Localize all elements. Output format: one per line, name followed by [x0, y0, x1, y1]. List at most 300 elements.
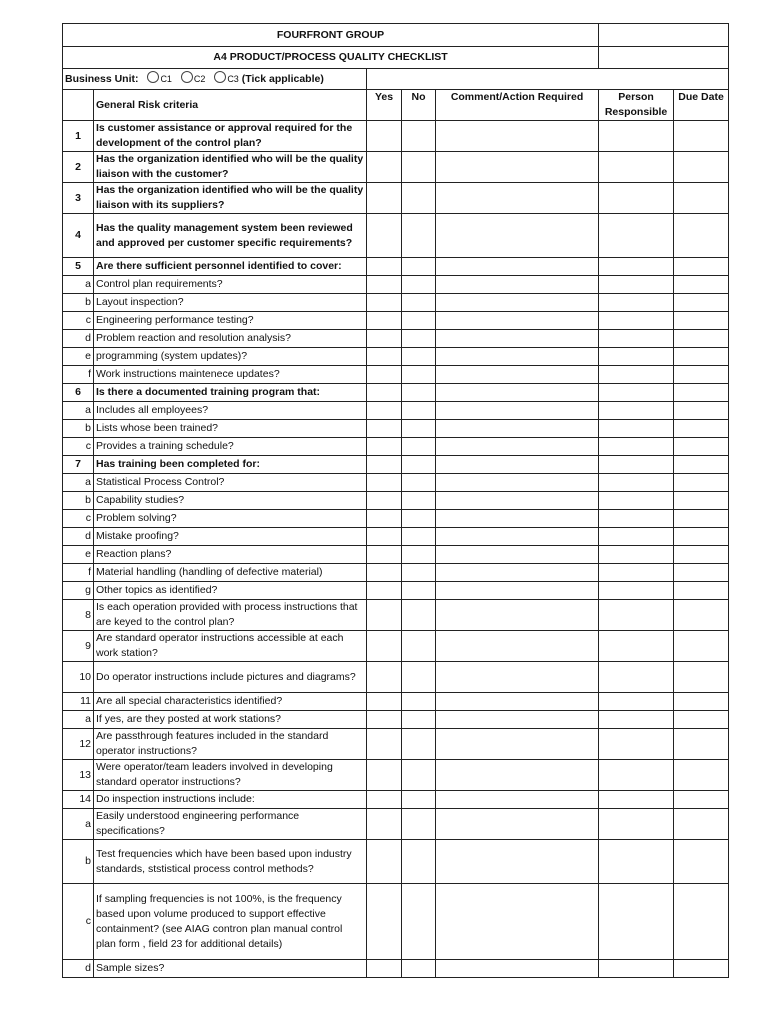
checklist-row [63, 420, 729, 438]
yes-cell[interactable] [367, 582, 402, 600]
header-criteria: General Risk criteria [94, 90, 367, 121]
due-date-cell[interactable] [674, 711, 729, 729]
due-date-cell[interactable] [674, 152, 729, 183]
checklist-row [63, 276, 729, 294]
checklist-row [63, 884, 729, 960]
person-cell[interactable] [599, 276, 674, 294]
person-cell[interactable] [599, 711, 674, 729]
criteria-text: Lists whose been trained? [94, 420, 367, 438]
checklist-row [63, 438, 729, 456]
comment-cell[interactable] [436, 564, 599, 582]
no-cell[interactable] [402, 582, 436, 600]
checklist-row [63, 152, 729, 183]
yes-cell[interactable] [367, 402, 402, 420]
person-cell[interactable] [599, 582, 674, 600]
due-date-cell[interactable] [674, 366, 729, 384]
person-cell[interactable] [599, 729, 674, 760]
yes-cell[interactable] [367, 348, 402, 366]
checklist-row [63, 183, 729, 214]
person-cell[interactable] [599, 456, 674, 474]
person-cell[interactable] [599, 760, 674, 791]
due-date-cell[interactable] [674, 492, 729, 510]
document-subtitle: A4 PRODUCT/PROCESS QUALITY CHECKLIST [63, 47, 599, 69]
person-cell[interactable] [599, 214, 674, 258]
criteria-text: Easily understood engineering performance specifications? [94, 809, 367, 840]
person-cell[interactable] [599, 438, 674, 456]
yes-cell[interactable] [367, 294, 402, 312]
due-date-cell[interactable] [674, 438, 729, 456]
yes-cell[interactable] [367, 214, 402, 258]
yes-cell[interactable] [367, 384, 402, 402]
criteria-text: programming (system updates)? [94, 348, 367, 366]
row-number: 1 [63, 121, 94, 152]
header-blank-2 [599, 47, 729, 69]
person-cell[interactable] [599, 693, 674, 711]
due-date-cell[interactable] [674, 258, 729, 276]
checklist-row [63, 960, 729, 978]
due-date-cell[interactable] [674, 294, 729, 312]
checklist-row [63, 631, 729, 662]
yes-cell[interactable] [367, 564, 402, 582]
due-date-cell[interactable] [674, 960, 729, 978]
person-cell[interactable] [599, 402, 674, 420]
due-date-cell[interactable] [674, 564, 729, 582]
row-number: 12 [63, 729, 94, 760]
criteria-text: Has the quality management system been reviewed and approved per customer specific requirements? [94, 214, 367, 258]
yes-cell[interactable] [367, 528, 402, 546]
no-cell[interactable] [402, 791, 436, 809]
criteria-text: If sampling frequencies is not 100%, is the frequency based upon volume produced to support effective containment? (see AIAG contron plan manual control plan form , field 23 for additional details) [94, 884, 367, 960]
comment-cell[interactable] [436, 258, 599, 276]
checklist-row [63, 474, 729, 492]
criteria-text: Is each operation provided with process instructions that are keyed to the control plan? [94, 600, 367, 631]
row-number: 3 [63, 183, 94, 214]
checklist-row [63, 693, 729, 711]
comment-cell[interactable] [436, 348, 599, 366]
yes-cell[interactable] [367, 791, 402, 809]
no-cell[interactable] [402, 456, 436, 474]
row-number: b [63, 294, 94, 312]
due-date-cell[interactable] [674, 631, 729, 662]
yes-cell[interactable] [367, 809, 402, 840]
comment-cell[interactable] [436, 729, 599, 760]
due-date-cell[interactable] [674, 348, 729, 366]
comment-cell[interactable] [436, 214, 599, 258]
criteria-text: Mistake proofing? [94, 528, 367, 546]
row-number: e [63, 546, 94, 564]
criteria-text: Statistical Process Control? [94, 474, 367, 492]
header-yes: Yes [367, 90, 402, 121]
no-cell[interactable] [402, 121, 436, 152]
tick-applicable-note: (Tick applicable) [241, 73, 324, 85]
yes-cell[interactable] [367, 152, 402, 183]
row-number: c [63, 884, 94, 960]
criteria-text: Is customer assistance or approval required for the development of the control plan? [94, 121, 367, 152]
checklist-row [63, 546, 729, 564]
row-number: f [63, 564, 94, 582]
row-number: g [63, 582, 94, 600]
yes-cell[interactable] [367, 183, 402, 214]
person-cell[interactable] [599, 121, 674, 152]
person-cell[interactable] [599, 366, 674, 384]
no-cell[interactable] [402, 631, 436, 662]
criteria-text: Control plan requirements? [94, 276, 367, 294]
header-person: Person Responsible [599, 90, 674, 121]
comment-cell[interactable] [436, 791, 599, 809]
person-cell[interactable] [599, 528, 674, 546]
criteria-text: Were operator/team leaders involved in developing standard operator instructions? [94, 760, 367, 791]
row-number: f [63, 366, 94, 384]
criteria-text: Reaction plans? [94, 546, 367, 564]
due-date-cell[interactable] [674, 510, 729, 528]
yes-cell[interactable] [367, 600, 402, 631]
no-cell[interactable] [402, 474, 436, 492]
checklist-row [63, 214, 729, 258]
checklist-row [63, 711, 729, 729]
yes-cell[interactable] [367, 456, 402, 474]
due-date-cell[interactable] [674, 402, 729, 420]
row-number: d [63, 330, 94, 348]
checklist-row [63, 121, 729, 152]
criteria-text: Are passthrough features included in the standard operator instructions? [94, 729, 367, 760]
business-unit-row [63, 69, 367, 90]
row-number: 5 [63, 258, 94, 276]
person-cell[interactable] [599, 546, 674, 564]
checklist-row [63, 366, 729, 384]
no-cell[interactable] [402, 840, 436, 884]
yes-cell[interactable] [367, 438, 402, 456]
comment-cell[interactable] [436, 693, 599, 711]
person-cell[interactable] [599, 884, 674, 960]
yes-cell[interactable] [367, 884, 402, 960]
comment-cell[interactable] [436, 294, 599, 312]
comment-cell[interactable] [436, 711, 599, 729]
criteria-text: Includes all employees? [94, 402, 367, 420]
yes-cell[interactable] [367, 276, 402, 294]
person-cell[interactable] [599, 564, 674, 582]
criteria-text: Sample sizes? [94, 960, 367, 978]
checklist-row [63, 330, 729, 348]
comment-cell[interactable] [436, 330, 599, 348]
criteria-text: Problem solving? [94, 510, 367, 528]
due-date-cell[interactable] [674, 214, 729, 258]
due-date-cell[interactable] [674, 474, 729, 492]
no-cell[interactable] [402, 312, 436, 330]
yes-cell[interactable] [367, 840, 402, 884]
criteria-text: If yes, are they posted at work stations? [94, 711, 367, 729]
no-cell[interactable] [402, 662, 436, 693]
yes-cell[interactable] [367, 711, 402, 729]
comment-cell[interactable] [436, 840, 599, 884]
radio-c3-label: C3 [227, 74, 239, 84]
no-cell[interactable] [402, 330, 436, 348]
criteria-text: Do inspection instructions include: [94, 791, 367, 809]
yes-cell[interactable] [367, 546, 402, 564]
comment-cell[interactable] [436, 474, 599, 492]
yes-cell[interactable] [367, 693, 402, 711]
yes-cell[interactable] [367, 510, 402, 528]
yes-cell[interactable] [367, 631, 402, 662]
comment-cell[interactable] [436, 960, 599, 978]
no-cell[interactable] [402, 492, 436, 510]
header-comment: Comment/Action Required [436, 90, 599, 121]
comment-cell[interactable] [436, 456, 599, 474]
row-number: 14 [63, 791, 94, 809]
comment-cell[interactable] [436, 276, 599, 294]
radio-c2[interactable] [181, 71, 193, 83]
comment-cell[interactable] [436, 510, 599, 528]
checklist-table [62, 23, 729, 978]
row-number: b [63, 840, 94, 884]
person-cell[interactable] [599, 600, 674, 631]
row-number: 13 [63, 760, 94, 791]
no-cell[interactable] [402, 420, 436, 438]
no-cell[interactable] [402, 809, 436, 840]
due-date-cell[interactable] [674, 884, 729, 960]
radio-c3[interactable] [214, 71, 226, 83]
no-cell[interactable] [402, 152, 436, 183]
yes-cell[interactable] [367, 258, 402, 276]
comment-cell[interactable] [436, 546, 599, 564]
row-number: e [63, 348, 94, 366]
checklist-row [63, 456, 729, 474]
radio-c1-label: C1 [160, 74, 172, 84]
comment-cell[interactable] [436, 528, 599, 546]
no-cell[interactable] [402, 214, 436, 258]
due-date-cell[interactable] [674, 183, 729, 214]
due-date-cell[interactable] [674, 546, 729, 564]
criteria-text: Layout inspection? [94, 294, 367, 312]
due-date-cell[interactable] [674, 420, 729, 438]
no-cell[interactable] [402, 693, 436, 711]
comment-cell[interactable] [436, 438, 599, 456]
due-date-cell[interactable] [674, 729, 729, 760]
no-cell[interactable] [402, 384, 436, 402]
checklist-row [63, 791, 729, 809]
checklist-row [63, 312, 729, 330]
radio-c1[interactable] [147, 71, 159, 83]
no-cell[interactable] [402, 276, 436, 294]
person-cell[interactable] [599, 330, 674, 348]
row-number: b [63, 492, 94, 510]
criteria-text: Provides a training schedule? [94, 438, 367, 456]
no-cell[interactable] [402, 183, 436, 214]
yes-cell[interactable] [367, 960, 402, 978]
due-date-cell[interactable] [674, 600, 729, 631]
checklist-row [63, 402, 729, 420]
yes-cell[interactable] [367, 760, 402, 791]
yes-cell[interactable] [367, 312, 402, 330]
no-cell[interactable] [402, 402, 436, 420]
row-number: d [63, 960, 94, 978]
row-number: 2 [63, 152, 94, 183]
row-number: 7 [63, 456, 94, 474]
document-title: FOURFRONT GROUP [63, 24, 599, 47]
yes-cell[interactable] [367, 330, 402, 348]
checklist-row [63, 258, 729, 276]
business-unit-blank [367, 69, 729, 90]
no-cell[interactable] [402, 729, 436, 760]
no-cell[interactable] [402, 510, 436, 528]
person-cell[interactable] [599, 384, 674, 402]
criteria-text: Are standard operator instructions accessible at each work station? [94, 631, 367, 662]
criteria-text: Material handling (handling of defective material) [94, 564, 367, 582]
comment-cell[interactable] [436, 760, 599, 791]
no-cell[interactable] [402, 600, 436, 631]
row-number: 8 [63, 600, 94, 631]
criteria-text: Work instructions maintenece updates? [94, 366, 367, 384]
row-number: 10 [63, 662, 94, 693]
due-date-cell[interactable] [674, 528, 729, 546]
comment-cell[interactable] [436, 492, 599, 510]
due-date-cell[interactable] [674, 662, 729, 693]
due-date-cell[interactable] [674, 582, 729, 600]
comment-cell[interactable] [436, 384, 599, 402]
due-date-cell[interactable] [674, 791, 729, 809]
checklist-row [63, 510, 729, 528]
due-date-cell[interactable] [674, 840, 729, 884]
person-cell[interactable] [599, 840, 674, 884]
row-number: c [63, 438, 94, 456]
person-cell[interactable] [599, 662, 674, 693]
person-cell[interactable] [599, 492, 674, 510]
row-number: c [63, 510, 94, 528]
header-blank-1 [599, 24, 729, 47]
criteria-text: Are there sufficient personnel identified to cover: [94, 258, 367, 276]
due-date-cell[interactable] [674, 384, 729, 402]
comment-cell[interactable] [436, 183, 599, 214]
yes-cell[interactable] [367, 366, 402, 384]
no-cell[interactable] [402, 546, 436, 564]
due-date-cell[interactable] [674, 693, 729, 711]
no-cell[interactable] [402, 366, 436, 384]
row-number: 4 [63, 214, 94, 258]
person-cell[interactable] [599, 183, 674, 214]
checklist-row [63, 662, 729, 693]
no-cell[interactable] [402, 528, 436, 546]
due-date-cell[interactable] [674, 276, 729, 294]
comment-cell[interactable] [436, 600, 599, 631]
radio-c2-label: C2 [193, 74, 206, 84]
yes-cell[interactable] [367, 492, 402, 510]
criteria-text: Problem reaction and resolution analysis? [94, 330, 367, 348]
no-cell[interactable] [402, 348, 436, 366]
comment-cell[interactable] [436, 121, 599, 152]
criteria-text: Test frequencies which have been based upon industry standards, ststistical process control methods? [94, 840, 367, 884]
yes-cell[interactable] [367, 729, 402, 760]
comment-cell[interactable] [436, 884, 599, 960]
header-due-date: Due Date [674, 90, 729, 121]
due-date-cell[interactable] [674, 760, 729, 791]
no-cell[interactable] [402, 760, 436, 791]
no-cell[interactable] [402, 438, 436, 456]
comment-cell[interactable] [436, 312, 599, 330]
comment-cell[interactable] [436, 152, 599, 183]
row-number: d [63, 528, 94, 546]
checklist-row [63, 582, 729, 600]
checklist-row [63, 760, 729, 791]
person-cell[interactable] [599, 348, 674, 366]
criteria-text: Capability studies? [94, 492, 367, 510]
due-date-cell[interactable] [674, 809, 729, 840]
checklist-row [63, 600, 729, 631]
row-number: a [63, 276, 94, 294]
due-date-cell[interactable] [674, 456, 729, 474]
comment-cell[interactable] [436, 582, 599, 600]
no-cell[interactable] [402, 564, 436, 582]
comment-cell[interactable] [436, 402, 599, 420]
no-cell[interactable] [402, 258, 436, 276]
person-cell[interactable] [599, 631, 674, 662]
checklist-row [63, 492, 729, 510]
row-number: c [63, 312, 94, 330]
comment-cell[interactable] [436, 631, 599, 662]
row-number: 11 [63, 693, 94, 711]
checklist-row [63, 384, 729, 402]
checklist-row [63, 564, 729, 582]
yes-cell[interactable] [367, 121, 402, 152]
person-cell[interactable] [599, 809, 674, 840]
comment-cell[interactable] [436, 662, 599, 693]
row-number: a [63, 402, 94, 420]
criteria-text: Has the organization identified who will be the quality liaison with the customer? [94, 152, 367, 183]
person-cell[interactable] [599, 152, 674, 183]
yes-cell[interactable] [367, 474, 402, 492]
criteria-text: Are all special characteristics identified? [94, 693, 367, 711]
criteria-text: Do operator instructions include pictures and diagrams? [94, 662, 367, 693]
checklist-row [63, 729, 729, 760]
due-date-cell[interactable] [674, 330, 729, 348]
criteria-text: Engineering performance testing? [94, 312, 367, 330]
no-cell[interactable] [402, 294, 436, 312]
checklist-row [63, 294, 729, 312]
person-cell[interactable] [599, 960, 674, 978]
row-number: b [63, 420, 94, 438]
person-cell[interactable] [599, 791, 674, 809]
row-number: 9 [63, 631, 94, 662]
comment-cell[interactable] [436, 420, 599, 438]
yes-cell[interactable] [367, 662, 402, 693]
checklist-row [63, 809, 729, 840]
person-cell[interactable] [599, 294, 674, 312]
criteria-text: Is there a documented training program that: [94, 384, 367, 402]
row-number: 6 [63, 384, 94, 402]
row-number: a [63, 809, 94, 840]
no-cell[interactable] [402, 884, 436, 960]
person-cell[interactable] [599, 474, 674, 492]
criteria-text: Has training been completed for: [94, 456, 367, 474]
header-no: No [402, 90, 436, 121]
comment-cell[interactable] [436, 366, 599, 384]
due-date-cell[interactable] [674, 121, 729, 152]
row-number: a [63, 474, 94, 492]
no-cell[interactable] [402, 960, 436, 978]
checklist-row [63, 840, 729, 884]
person-cell[interactable] [599, 258, 674, 276]
no-cell[interactable] [402, 711, 436, 729]
person-cell[interactable] [599, 510, 674, 528]
yes-cell[interactable] [367, 420, 402, 438]
criteria-text: Has the organization identified who will be the quality liaison with its suppliers? [94, 183, 367, 214]
header-num-blank [63, 90, 94, 121]
checklist-row [63, 528, 729, 546]
comment-cell[interactable] [436, 809, 599, 840]
business-unit-label: Business Unit: [65, 73, 139, 85]
due-date-cell[interactable] [674, 312, 729, 330]
checklist-row [63, 348, 729, 366]
person-cell[interactable] [599, 312, 674, 330]
person-cell[interactable] [599, 420, 674, 438]
